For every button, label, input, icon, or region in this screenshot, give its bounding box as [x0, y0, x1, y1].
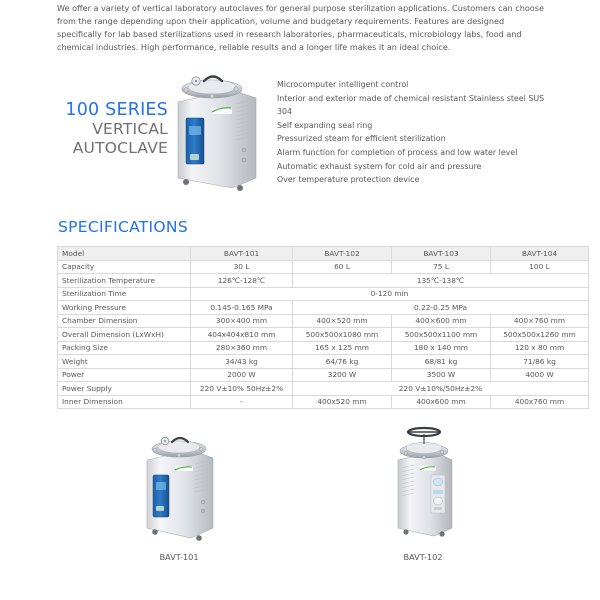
table-row-label: Overall Dimension (LxWxH) [58, 328, 191, 342]
table-row-label: Power [58, 368, 191, 382]
table-cell: 60 L [293, 260, 392, 274]
table-cell: 34/43 kg [191, 355, 293, 369]
table-row-label: Working Pressure [58, 301, 191, 315]
table-cell: 3200 W [293, 368, 392, 382]
table-row [58, 301, 589, 315]
hero-title-block [40, 100, 168, 157]
table-cell: 135℃-138℃ [293, 274, 589, 288]
table-row-label: Chamber Dimension [58, 314, 191, 328]
autoclave-illustration-102 [384, 420, 462, 548]
table-row-label: Packing Size [58, 341, 191, 355]
table-cell: 400x520 mm [293, 395, 392, 409]
table-cell: 280×360 mm [191, 341, 293, 355]
table-cell: 500x500x1260 mm [491, 328, 589, 342]
table-cell: 404x404x810 mm [191, 328, 293, 342]
specifications-heading: SPECIFICATIONS [58, 218, 188, 236]
table-row-label: Capacity [58, 260, 191, 274]
table-header-cell: BAVT-102 [293, 247, 392, 261]
table-cell: 500x500x1100 mm [392, 328, 491, 342]
feature-item: Over temperature protection device [277, 175, 420, 185]
table-cell: 64/76 kg [293, 355, 392, 369]
table-cell: 30 L [191, 260, 293, 274]
table-cell: 75 L [392, 260, 491, 274]
table-cell: 68/81 kg [392, 355, 491, 369]
hero-subtitle-line-1: VERTICAL [92, 120, 168, 138]
autoclave-illustration-101 [137, 420, 221, 548]
table-cell: 220 V±10% 50Hz±2% [191, 382, 293, 396]
table-cell: 0.22-0.25 MPa [293, 301, 589, 315]
table-cell: 400x600 mm [392, 395, 491, 409]
table-cell: 3500 W [392, 368, 491, 382]
table-cell: 500x500x1080 mm [293, 328, 392, 342]
feature-item: Interior and exterior made of chemical resistant Stainless steel SUS 304 [277, 93, 545, 117]
table-row [58, 260, 589, 274]
table-header-cell: BAVT-101 [191, 247, 293, 261]
table-row-label: Power Supply [58, 382, 191, 396]
table-row-label: Sterilization Temperature [58, 274, 191, 288]
product-figures [0, 420, 600, 580]
table-cell: 0.145-0.165 MPa [191, 301, 293, 315]
feature-item: Alarm function for completion of process and low water level [277, 147, 518, 157]
table-row [58, 314, 589, 328]
product-figure-bavt-101 [104, 420, 254, 562]
table-row-label: Model [58, 247, 191, 261]
specifications-table-wrap [57, 246, 576, 409]
table-row [58, 341, 589, 355]
hero-series-title: 100 SERIES [65, 100, 168, 120]
table-row [58, 247, 589, 261]
table-cell: 71/86 kg [491, 355, 589, 369]
autoclave-illustration [160, 68, 265, 196]
table-cell: 220 V±10%/50Hz±2% [293, 382, 589, 396]
table-cell: 400×760 mm [491, 314, 589, 328]
feature-item: Microcomputer intelligent control [277, 80, 409, 89]
table-cell: 100 L [491, 260, 589, 274]
table-cell: 120 x 80 mm [491, 341, 589, 355]
table-row [58, 274, 589, 288]
hero-section [0, 66, 600, 201]
table-cell: 300×400 mm [191, 314, 293, 328]
specifications-table [57, 246, 589, 409]
table-row-label: Sterilization Time [58, 287, 191, 301]
table-cell: 126℃-128℃ [191, 274, 293, 288]
table-header-cell: BAVT-103 [392, 247, 491, 261]
table-header-cell: BAVT-104 [491, 247, 589, 261]
feature-item: Pressurized steam for efficient sterilization [277, 134, 446, 144]
intro-paragraph: We offer a variety of vertical laboratory autoclaves for general purpose sterilization applications. Customers can choose from the range depending upon their application, volume and budgetary requirements. Features are designed specifically for lab based sterilizations used in research laboratories, pharmaceuticals, microbiology labs, food and chemical industries. High performance, reliable results and a longer life makes it an ideal choice. [57, 3, 544, 53]
table-cell: 180 x 140 mm [392, 341, 491, 355]
table-row [58, 395, 589, 409]
table-cell: 2000 W [191, 368, 293, 382]
feature-item: Self expanding seal ring [277, 120, 373, 130]
feature-item: Automatic exhaust system for cold air and pressure [277, 161, 482, 171]
feature-list [277, 78, 557, 187]
table-cell: 4000 W [491, 368, 589, 382]
figure-caption-bavt-101: BAVT-101 [159, 552, 199, 562]
table-cell: 400×520 mm [293, 314, 392, 328]
table-row [58, 368, 589, 382]
table-row [58, 287, 589, 301]
table-row [58, 328, 589, 342]
table-row [58, 355, 589, 369]
hero-autoclave-image [160, 68, 265, 196]
table-cell: 400×600 mm [392, 314, 491, 328]
table-row-label: Inner Dimension [58, 395, 191, 409]
figure-caption-bavt-102: BAVT-102 [403, 552, 443, 562]
product-figure-bavt-102 [348, 420, 498, 562]
table-cell: 165 x 125 mm [293, 341, 392, 355]
table-cell: - [191, 395, 293, 409]
table-row [58, 382, 589, 396]
table-cell: 0-120 min [191, 287, 589, 301]
table-cell: 400x760 mm [491, 395, 589, 409]
table-row-label: Weight [58, 355, 191, 369]
hero-subtitle-line-2: AUTOCLAVE [72, 138, 168, 157]
